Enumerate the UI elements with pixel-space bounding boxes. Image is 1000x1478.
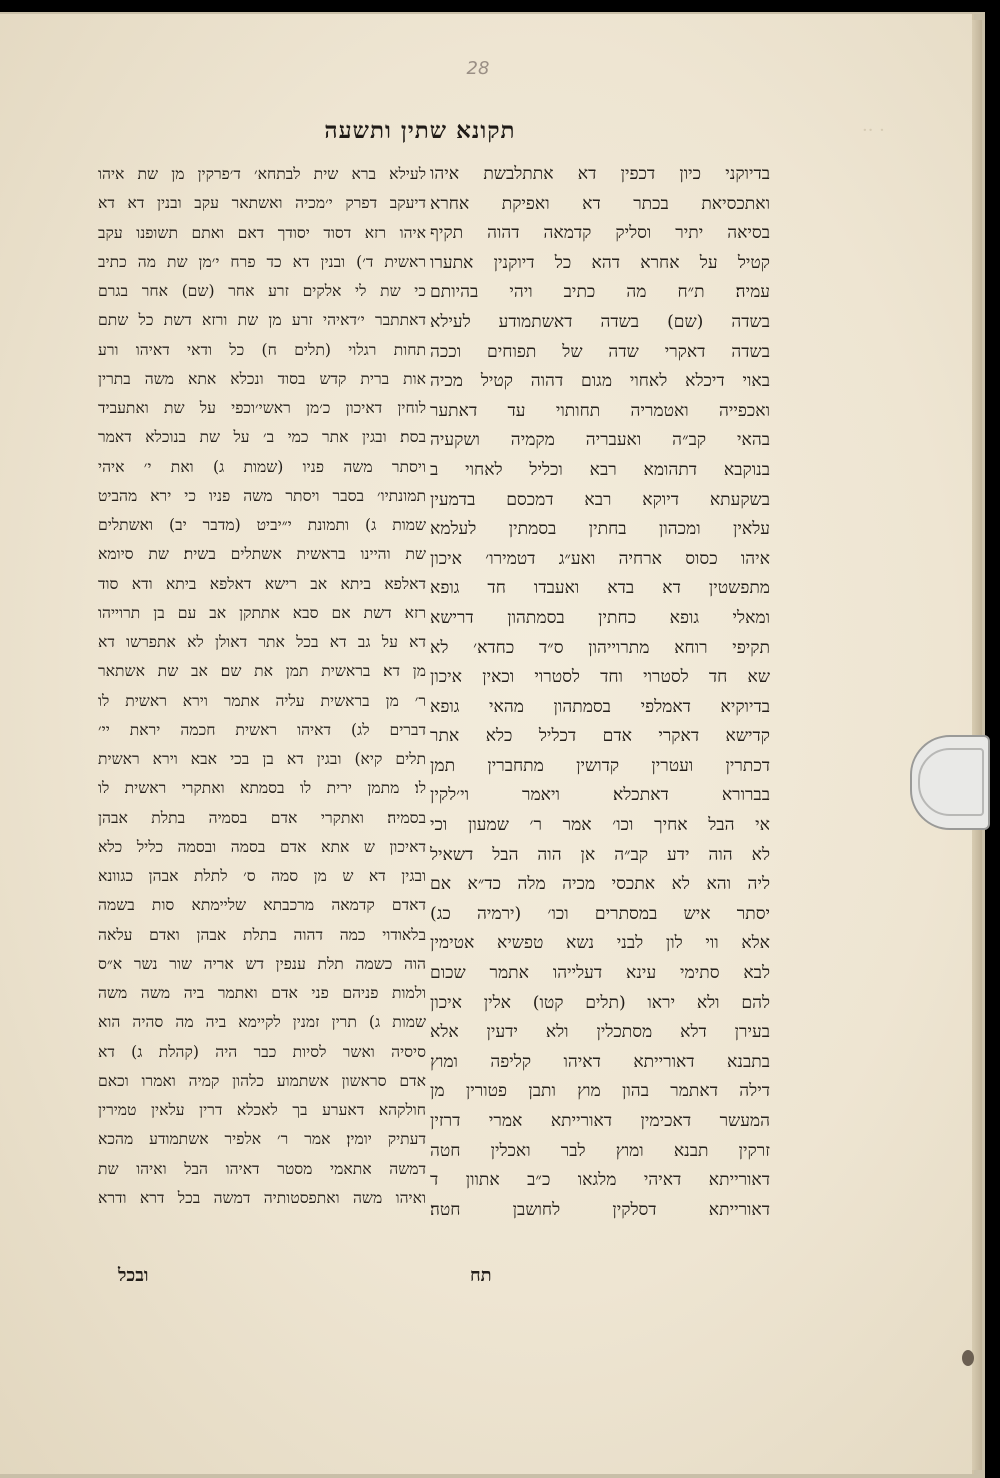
text-line: אי הבל אחיך וכו׳ אמר ר׳ שמעון וכי	[430, 815, 770, 836]
text-line: בתבנא דאורייתא דאיהו קליפה ומוץ	[430, 1051, 770, 1072]
text-line: תקיפי רוחא מתרוייהון ס״ד כחדא׳ לא	[430, 637, 770, 658]
text-line: באוי דיכלא לאחוי מגום דהוה קטיל מכיה	[430, 371, 770, 392]
text-line: בהאי קב״ה ואעבריה מקמיה ושקעיה	[430, 430, 770, 451]
text-line: תמונתיו׳ בסבר ויסתר משה פניו כי ירא מהביט	[98, 486, 426, 505]
text-line: ראשית ד׳) ובנין דא כד פרח י׳מן שת מה כתיב	[98, 252, 426, 271]
text-line: שמות ג) ותמונת י״יביט (מדבר יב) ואשתלים	[98, 516, 426, 534]
text-line: אדם סראשון אשתמוע כלהון קמיה ואמרו וכאם	[98, 1071, 426, 1090]
text-line: כי שת לי אלקים זרע אחר (שם) אחר בגרם	[98, 282, 426, 300]
bleed-through-mark: ·· ·	[862, 120, 885, 141]
text-line: דמשה אתאמי מסטר דאיהו הבל ואיהו שת	[98, 1159, 426, 1178]
text-line: חולקהא דאערע בך לאכלא דרין עלאין טמירין	[98, 1101, 426, 1119]
text-line: עמיה׃ ת״ח מה כתיב ויהי בהיותם	[430, 282, 770, 303]
text-column-left	[98, 160, 426, 1213]
page-hole	[962, 1350, 974, 1366]
text-line: ואתכסיאת בכתר דא ואפיקת אחרא	[430, 193, 770, 214]
text-line: הוה כשמה תלת ענפין דש אריה שור נשר א״ס	[98, 954, 426, 973]
text-line: דאורייתא דסלקין לחושבן חטה׃	[430, 1199, 770, 1220]
text-line: לא הוה ידע קב״ה אן הוה הבל דשאיל	[430, 844, 770, 865]
text-line: להם ולא יראו (תלים קטו) אלין איכון	[430, 992, 770, 1013]
text-line: ולמות פניהם פני אדם ואתמר ביה משה משה	[98, 984, 426, 1002]
text-line: בעירן דלא מסתכלין ולא ידעין אלא	[430, 1022, 770, 1043]
text-line: תחות רגלוי (תלים ח) כל ודאי דאיהו ורע	[98, 340, 426, 359]
text-line: בברורא דאתכלא׃ ויאמר וי׳לקין	[430, 785, 770, 806]
text-line: בשדה דאקרי שדה של תפוחים וככה	[430, 341, 770, 362]
text-line: איהו כסוס ארחיה ואע״ג דטמירו׳ איכון	[430, 548, 770, 569]
text-line: דאורייתא דאיהי מלגאו כ״ב אתוון ד	[430, 1170, 770, 1191]
text-line: יסתר איש במסתרים וכו׳ (ירמיה כג)	[430, 903, 770, 924]
text-line: מן דא׃ בראשית תמן את שם׃ אב שת אשתאר	[98, 662, 426, 681]
text-line: ומאלי גופא כחתין בסמתהון דרישא	[430, 607, 770, 628]
text-line: אות ברית קדש בסוד ונכלא אתא משה בתרין	[98, 369, 426, 388]
text-line: בסמיה׃ ואתקרי אדם בסמיה בתלת אבהן	[98, 808, 426, 827]
text-line: ואיהו משה ואתפסטותיה דמשה בכל דרא ודרא	[98, 1188, 426, 1207]
text-line: קדישא דאקרי אדם דכליל כלא אתר	[430, 726, 770, 747]
text-line: דיעקב דפרק י׳מכיה ואשתאר עקב ובנין דא דא	[98, 194, 426, 213]
text-line: בנוקבא דתהומא רבא וכליל לאחוי ב	[430, 459, 770, 480]
text-line: ויסתר משה פניו (שמות ג) ואת י׳ איהי	[98, 457, 426, 476]
text-line: שת והיינו בראשית אשתלים בשית׃ שת סיומא	[98, 545, 426, 564]
text-line: ליה והא לא אתכסי מכיה מלה כד״א אם	[430, 874, 770, 895]
text-line: אלא ווי לון לבני נשא טפשיא אטימין	[430, 933, 770, 954]
text-line: שא חד לסטרוי וחד לסטרוי וכאין איכון	[430, 667, 770, 688]
text-line: דא על גב דא בכל אתר דאולן לא אתפרשו דא	[98, 633, 426, 651]
text-line: דאלפא ביתא אב רישא דאלפא ביתא ודא סוד	[98, 574, 426, 593]
text-line: דאיכון ש אתא אדם בסמה ובסמה כליל כלא	[98, 837, 426, 856]
text-line: בלאודוי כמה דהוה בתלת אבהן ואדם עלאה	[98, 925, 426, 944]
text-line: זרקין תבנא ומוץ לבר ואכלין חטה	[430, 1140, 770, 1161]
text-line: בשקעתא דיוקא רבא דמכסם בדמעין	[430, 489, 770, 510]
text-line: דאדם קדמאה מרכבתא שליימתא סות בשמה	[98, 896, 426, 915]
text-line: קטיל על אחרא דהא כל דיוקנין אתערו	[430, 252, 770, 273]
text-column-right	[430, 160, 770, 1225]
text-line: לוחין דאיכון כ׳מן ראשי׳וכפי על שת ואתעביד	[98, 399, 426, 417]
page-title: תקונא שתין ותשעה	[324, 117, 516, 144]
text-line: דברים לג) דאיהו ראשית חכמה יראת יי׳	[98, 720, 426, 739]
text-line: לבא סתימי עינא דעלייהו אתמר שכום	[430, 963, 770, 984]
text-line: איהו רזא דסוד יסודך דאם ואתם תשופנו עקב	[98, 223, 426, 242]
text-line: בסיאה יתיר וסליק קדמאה דהוה תקיף	[430, 223, 770, 244]
text-line: רזא דשת אם סבא אתתקן אב עם בן תרוייהו	[98, 603, 426, 622]
text-line: תלים קיא) ובגין דא בן בכי אבא וירא ראשית	[98, 750, 426, 768]
text-line: לעילא ברא שית לבתחא׳ ד׳פרקין מן שת איהו	[98, 165, 426, 183]
text-line: שמות ג) תרין זמנין לקיימא ביה מה סהיה הוא	[98, 1013, 426, 1032]
text-line: דכתרין ועטרין קדושין מתחברין תמן	[430, 755, 770, 776]
text-line: ובגין דא ש מן סמה ס׳ לתלת אבהן כגוונא	[98, 867, 426, 885]
text-line: סיסיה ואשר לסיות כבר היה (קהלת ג) דא	[98, 1042, 426, 1061]
text-line: מתפשטין דא בדא ואעבדו חד גופא	[430, 578, 770, 599]
text-line: ר׳ מן בראשית עליה אתמר וירא ראשית לו	[98, 691, 426, 710]
text-line: המעשר דאכימין דאורייתא אמרי דרזין	[430, 1111, 770, 1131]
text-line: בשדה (שם) בשדה דאשתמודע לעילא	[430, 311, 770, 332]
catchword-right: תח	[470, 1265, 492, 1286]
text-line: דאתתבר י׳דאיהי זרע מן שת ורזא דשת כל שתם	[98, 311, 426, 330]
text-line: בדיוקיא דאמלפי בסמתהון מהאי גופא	[430, 696, 770, 717]
text-line: בדיוקני כיון דכפין דא אתתלבשת איהו	[430, 164, 770, 184]
text-line: דילה דאתמר בהון מוץ ותבן פטורין מן	[430, 1081, 770, 1102]
binder-clip-inner	[918, 748, 984, 816]
text-line: עלאין ומכהון בחתין בסמתין לעלמא	[430, 519, 770, 540]
text-line: בסת׃ ובגין אתר כמי ב׳ על שת בנוכלא דאמר	[98, 428, 426, 447]
folio-number: 28	[466, 58, 490, 79]
text-line: לו׃ מתמן ירית לו בסמתא ואתקרי ראשית לו	[98, 779, 426, 798]
text-line: ואכפייה ואטמריה תחותוי עד דאתער	[430, 400, 770, 421]
text-line: דעתיק יומין׃ אמר ר׳ אלפיר אשתמודע מהכא	[98, 1130, 426, 1149]
catchword-left: ובכל	[118, 1265, 149, 1286]
